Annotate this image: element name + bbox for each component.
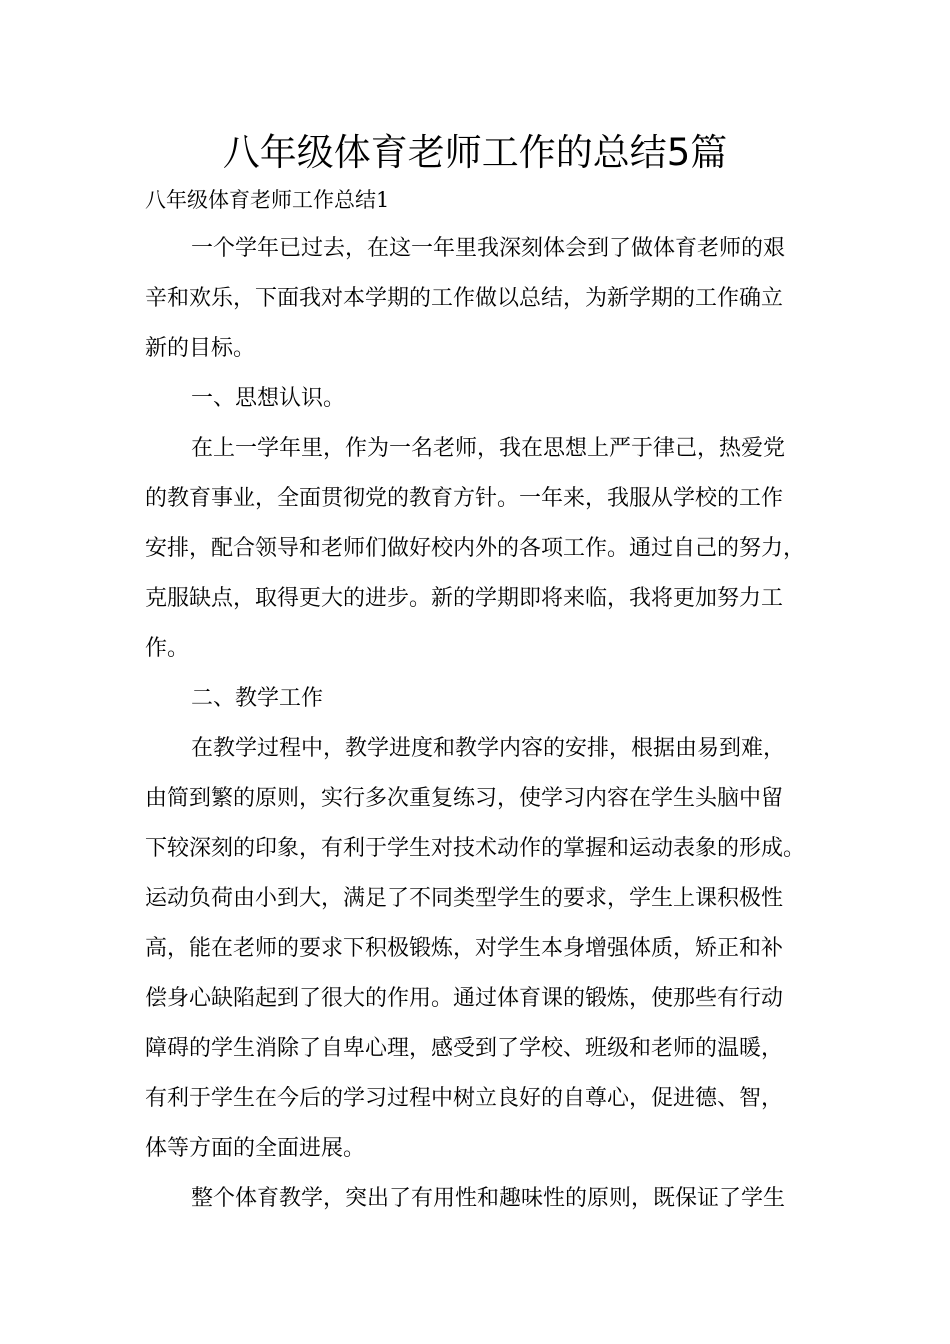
paragraph-line: 辛和欢乐，下面我对本学期的工作做以总结，为新学期的工作确立 — [145, 286, 784, 311]
paragraph-line: 体等方面的全面进展。 — [145, 1136, 366, 1161]
paragraph-line: 下较深刻的印象，有利于学生对技术动作的掌握和运动表象的形成。 — [145, 836, 806, 861]
paragraph-line: 在上一学年里，作为一名老师，我在思想上严于律己，热爱党 — [191, 436, 786, 461]
paragraph-line: 一个学年已过去，在这一年里我深刻体会到了做体育老师的艰 — [191, 236, 786, 261]
paragraph-line: 偿身心缺陷起到了很大的作用。通过体育课的锻炼，使那些有行动 — [145, 986, 784, 1011]
section-heading: 一、思想认识。 — [191, 386, 346, 411]
section-subtitle: 八年级体育老师工作总结1 — [145, 188, 390, 212]
paragraph-line: 运动负荷由小到大，满足了不同类型学生的要求，学生上课积极性 — [145, 886, 784, 911]
paragraph-line: 有利于学生在今后的学习过程中树立良好的自尊心，促进德、智， — [145, 1086, 784, 1111]
paragraph-line: 高，能在老师的要求下积极锻炼，对学生本身增强体质，矫正和补 — [145, 936, 784, 961]
paragraph-line: 的教育事业，全面贯彻党的教育方针。一年来，我服从学校的工作 — [145, 486, 784, 511]
document-title: 八年级体育老师工作的总结5篇 — [222, 131, 728, 174]
paragraph-line: 安排，配合领导和老师们做好校内外的各项工作。通过自己的努力， — [145, 536, 806, 561]
paragraph-line: 新的目标。 — [145, 336, 256, 361]
paragraph-line: 在教学过程中，教学进度和教学内容的安排，根据由易到难， — [191, 736, 786, 761]
paragraph-line: 整个体育教学，突出了有用性和趣味性的原则，既保证了学生 — [191, 1186, 786, 1211]
section-heading: 二、教学工作 — [191, 686, 324, 711]
paragraph-line: 障碍的学生消除了自卑心理，感受到了学校、班级和老师的温暖， — [145, 1036, 784, 1061]
paragraph-line: 作。 — [145, 636, 190, 661]
paragraph-line: 由简到繁的原则，实行多次重复练习，使学习内容在学生头脑中留 — [145, 786, 784, 811]
paragraph-line: 克服缺点，取得更大的进步。新的学期即将来临，我将更加努力工 — [145, 586, 784, 611]
